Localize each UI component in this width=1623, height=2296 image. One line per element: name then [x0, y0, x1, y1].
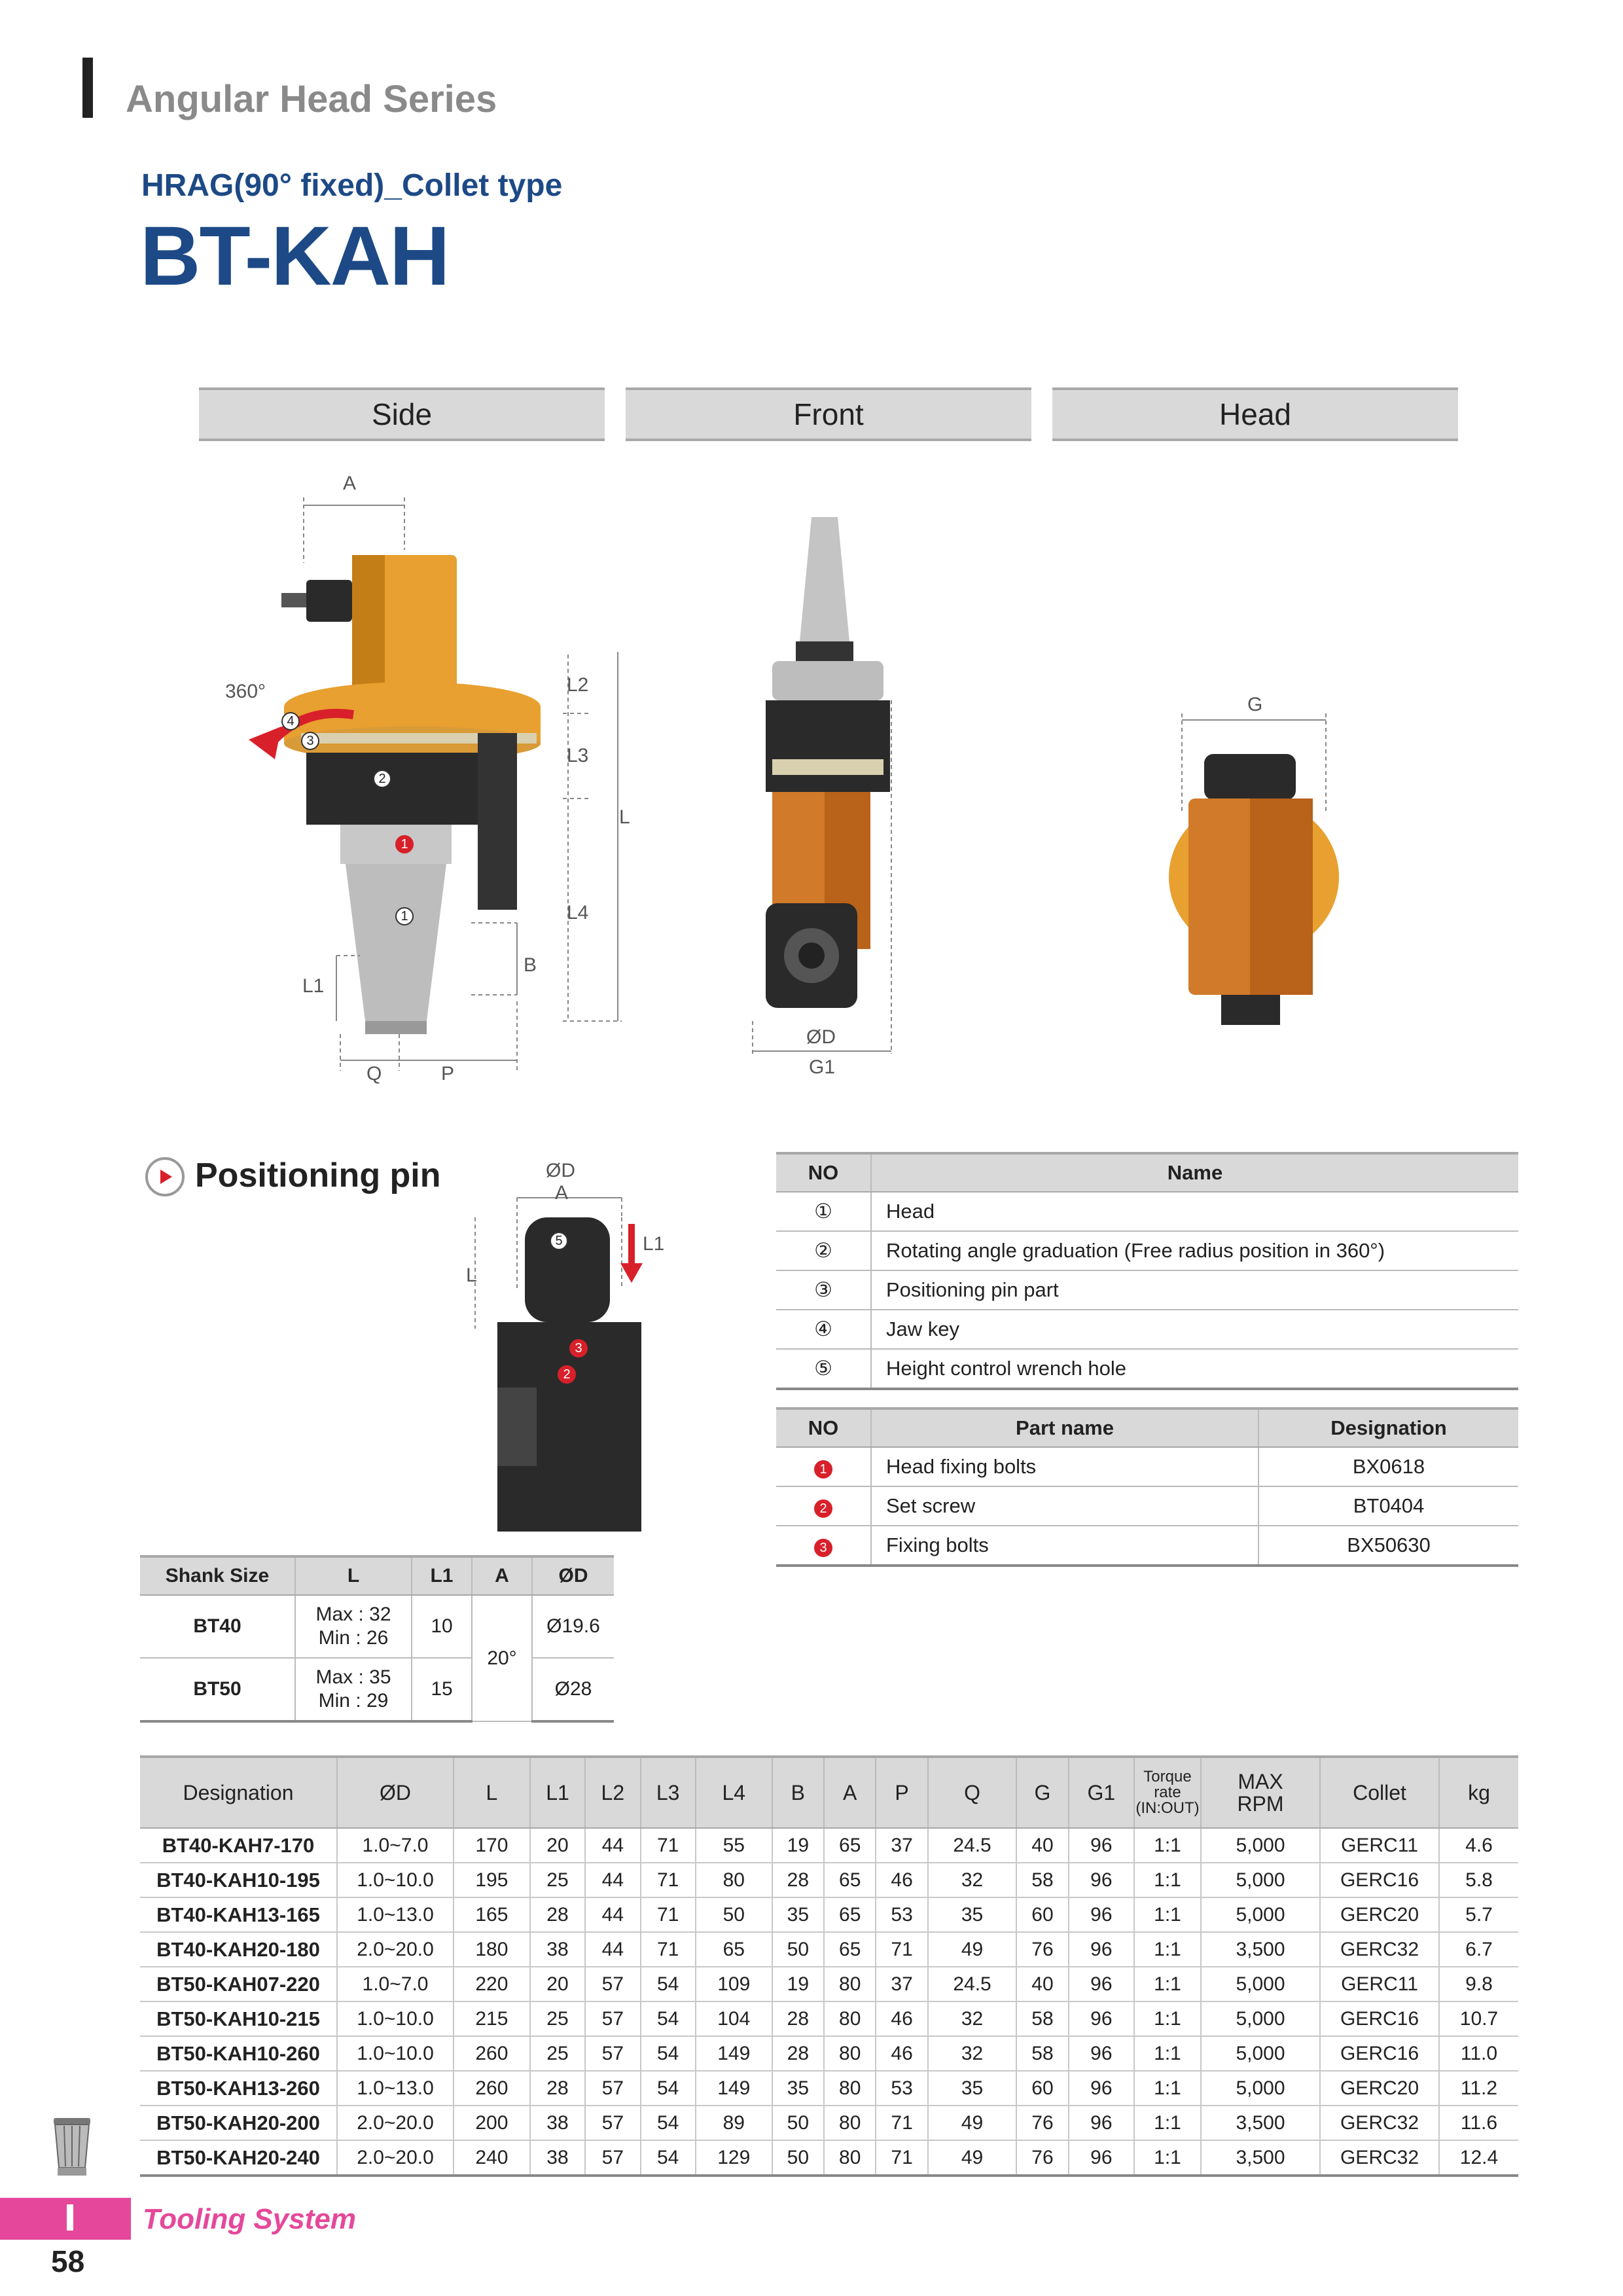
spec-cell: 71 [876, 2140, 927, 2176]
spec-cell: 9.8 [1439, 1967, 1518, 2001]
spec-cell: 1.0~10.0 [337, 1863, 454, 1897]
spec-cell: 2.0~20.0 [337, 2140, 454, 2176]
spec-cell: 20 [530, 1828, 585, 1863]
spec-cell: 19 [772, 1828, 824, 1863]
dim-label-l1: L1 [302, 975, 325, 997]
designation-cell: BT50-KAH13-260 [140, 2071, 337, 2106]
spec-cell: 149 [696, 2036, 772, 2071]
dim-label-g1: G1 [809, 1056, 836, 1078]
spec-cell: 60 [1016, 1897, 1068, 1932]
spec-header-max-rpm: MAX RPM [1201, 1757, 1320, 1828]
spec-cell: 46 [876, 1863, 927, 1897]
table-row: ③ Positioning pin part [776, 1270, 1518, 1310]
spec-cell: 96 [1069, 2071, 1134, 2106]
spec-cell: 49 [928, 1932, 1017, 1967]
spec-cell: 38 [530, 1932, 585, 1967]
spec-cell: 165 [454, 1897, 530, 1932]
series-title: Angular Head Series [126, 78, 497, 120]
spec-cell: 1.0~7.0 [337, 1828, 454, 1863]
spec-cell: 24.5 [928, 1967, 1017, 2001]
spec-cell: 71 [876, 1932, 927, 1967]
spec-header: L1 [530, 1757, 585, 1828]
spec-cell: 1.0~7.0 [337, 1967, 454, 2001]
spec-header: L4 [696, 1757, 772, 1828]
callout-4: 4 [281, 712, 300, 730]
positioning-pin-drawing [458, 1172, 668, 1538]
spec-cell: 57 [585, 2140, 640, 2176]
callout-red-1: 1 [395, 835, 414, 853]
spec-cell: 1:1 [1134, 2140, 1201, 2176]
side-view-drawing [196, 458, 654, 1113]
spec-cell: 54 [641, 1967, 696, 2001]
spec-cell: 65 [824, 1828, 876, 1863]
spec-cell: GERC16 [1320, 2001, 1439, 2036]
spec-cell: 5,000 [1201, 1828, 1320, 1863]
spec-cell: 50 [772, 1932, 824, 1967]
part-table [776, 1407, 1518, 1567]
spec-cell: 57 [585, 2036, 640, 2071]
spec-cell: 46 [876, 2036, 927, 2071]
spec-cell: 76 [1016, 1932, 1068, 1967]
table-row: BT40 Max : 32 Min : 26 10 20° Ø19.6 [140, 1595, 614, 1658]
callout-3: 3 [301, 732, 319, 750]
designation-cell: BT50-KAH07-220 [140, 1967, 337, 2001]
spec-header: ØD [337, 1757, 454, 1828]
callout-1: 1 [395, 907, 414, 925]
spec-cell: 129 [696, 2140, 772, 2176]
spec-cell: 10.7 [1439, 2001, 1518, 2036]
spec-cell: 57 [585, 1967, 640, 2001]
spec-cell: GERC11 [1320, 1828, 1439, 1863]
spec-cell: 96 [1069, 2036, 1134, 2071]
spec-cell: 71 [876, 2106, 927, 2140]
designation-cell: BT40-KAH20-180 [140, 1932, 337, 1967]
table-row [140, 2140, 1518, 2176]
table-row [140, 1897, 1518, 1932]
spec-cell: 1:1 [1134, 1967, 1201, 2001]
designation-cell: BT40-KAH7-170 [140, 1828, 337, 1863]
dim-label-l2: L2 [567, 674, 589, 696]
spec-cell: 1.0~10.0 [337, 2036, 454, 2071]
spec-cell: 1:1 [1134, 2001, 1201, 2036]
table-row [140, 2001, 1518, 2036]
table-row: ④ Jaw key [776, 1310, 1518, 1349]
spec-cell: 260 [454, 2071, 530, 2106]
spec-cell: 96 [1069, 1932, 1134, 1967]
spec-cell: 32 [928, 1863, 1017, 1897]
spec-cell: 3,500 [1201, 2140, 1320, 2176]
dim-label-l4: L4 [567, 902, 589, 924]
spec-cell: 71 [641, 1863, 696, 1897]
spec-cell: 60 [1016, 2071, 1068, 2106]
spec-cell: 54 [641, 2140, 696, 2176]
spec-cell: 170 [454, 1828, 530, 1863]
spec-cell: 4.6 [1439, 1828, 1518, 1863]
spec-cell: 1:1 [1134, 2071, 1201, 2106]
table-row: ① Head [776, 1192, 1518, 1231]
positioning-pin-title: Positioning pin [195, 1157, 441, 1194]
spec-cell: 35 [928, 1897, 1017, 1932]
spec-cell: 5,000 [1201, 2036, 1320, 2071]
pin-dim-l: L [466, 1265, 477, 1286]
pin-callout-5: 5 [550, 1232, 568, 1250]
spec-cell: 40 [1016, 1828, 1068, 1863]
part-callout: 1 [814, 1460, 832, 1479]
spec-cell: 53 [876, 1897, 927, 1932]
angle-cell: 20° [472, 1595, 532, 1721]
spec-cell: 96 [1069, 1863, 1134, 1897]
spec-cell: 180 [454, 1932, 530, 1967]
spec-cell: 1:1 [1134, 2036, 1201, 2071]
spec-cell: 35 [772, 2071, 824, 2106]
table-row [140, 1863, 1518, 1897]
spec-cell: 3,500 [1201, 1932, 1320, 1967]
spec-header: Designation [140, 1757, 337, 1828]
table-row: 3 Fixing bolts BX50630 [776, 1526, 1518, 1566]
spec-cell: GERC32 [1320, 1932, 1439, 1967]
footer-mark [67, 2204, 73, 2231]
view-header-front: Front [626, 387, 1031, 441]
spec-cell: 1.0~10.0 [337, 2001, 454, 2036]
spec-cell: 65 [824, 1932, 876, 1967]
spec-cell: 149 [696, 2071, 772, 2106]
dim-label-360: 360° [225, 681, 266, 702]
spec-cell: 58 [1016, 2036, 1068, 2071]
spec-cell: 80 [824, 2036, 876, 2071]
table-row [140, 1828, 1518, 1863]
spec-cell: 89 [696, 2106, 772, 2140]
spec-cell: 57 [585, 2106, 640, 2140]
spec-cell: 109 [696, 1967, 772, 2001]
spec-cell: 3,500 [1201, 2106, 1320, 2140]
series-bar [82, 58, 93, 118]
table-row: 1 Head fixing bolts BX0618 [776, 1447, 1518, 1486]
spec-cell: 80 [824, 1967, 876, 2001]
spec-cell: 5.8 [1439, 1863, 1518, 1897]
spec-cell: 54 [641, 2106, 696, 2140]
spec-cell: 5,000 [1201, 1897, 1320, 1932]
spec-cell: 96 [1069, 1967, 1134, 2001]
spec-cell: 57 [585, 2001, 640, 2036]
spec-cell: 71 [641, 1897, 696, 1932]
spec-cell: 80 [824, 2140, 876, 2176]
model-title: BT-KAH [140, 209, 449, 303]
table-row: BT50 Max : 35 Min : 29 15 Ø28 [140, 1658, 614, 1721]
spec-cell: GERC20 [1320, 2071, 1439, 2106]
spec-cell: 80 [824, 2001, 876, 2036]
pin-callout-red-3: 3 [569, 1339, 588, 1357]
spec-cell: GERC20 [1320, 1897, 1439, 1932]
spec-cell: 25 [530, 2001, 585, 2036]
pin-dim-l1: L1 [643, 1233, 665, 1255]
table-row: ② Rotating angle graduation (Free radius position in 360°) [776, 1231, 1518, 1270]
spec-cell: 76 [1016, 2106, 1068, 2140]
front-view-drawing [746, 511, 916, 1067]
spec-cell: 11.2 [1439, 2071, 1518, 2106]
spec-cell: 200 [454, 2106, 530, 2140]
table-row [140, 2071, 1518, 2106]
spec-cell: GERC32 [1320, 2140, 1439, 2176]
spec-cell: 1.0~13.0 [337, 1897, 454, 1932]
view-header-side: Side [199, 387, 605, 441]
spec-cell: 46 [876, 2001, 927, 2036]
spec-header-collet: Collet [1320, 1757, 1439, 1828]
spec-cell: 53 [876, 2071, 927, 2106]
spec-cell: 28 [772, 2001, 824, 2036]
spec-cell: 65 [696, 1932, 772, 1967]
spec-header: Q [928, 1757, 1017, 1828]
part-callout: 2 [814, 1499, 832, 1518]
spec-header: L3 [641, 1757, 696, 1828]
spec-cell: 37 [876, 1828, 927, 1863]
spec-cell: 32 [928, 2036, 1017, 2071]
play-icon [145, 1157, 185, 1196]
spec-header: L2 [585, 1757, 640, 1828]
pin-dim-od: ØD [546, 1160, 575, 1181]
table-row [140, 1967, 1518, 2001]
header-od: ØD [532, 1556, 614, 1595]
spec-cell: 38 [530, 2106, 585, 2140]
spec-cell: 96 [1069, 1828, 1134, 1863]
spec-cell: 65 [824, 1863, 876, 1897]
designation-cell: BT50-KAH10-215 [140, 2001, 337, 2036]
spec-cell: 24.5 [928, 1828, 1017, 1863]
spec-cell: 35 [928, 2071, 1017, 2106]
spec-cell: 1.0~13.0 [337, 2071, 454, 2106]
view-header-head: Head [1052, 387, 1458, 441]
footer-section-label: Tooling System [143, 2203, 356, 2235]
spec-cell: GERC16 [1320, 1863, 1439, 1897]
spec-cell: 35 [772, 1897, 824, 1932]
part-callout: 3 [814, 1539, 832, 1557]
spec-header: P [876, 1757, 927, 1828]
product-subtitle: HRAG(90° fixed)_Collet type [141, 168, 563, 203]
spec-cell: 1:1 [1134, 1828, 1201, 1863]
spec-cell: 50 [772, 2140, 824, 2176]
head-view-drawing [1165, 707, 1355, 1034]
spec-cell: 50 [772, 2106, 824, 2140]
pin-dim-a: A [555, 1182, 569, 1204]
spec-header-kg: kg [1439, 1757, 1518, 1828]
spec-cell: 80 [824, 2071, 876, 2106]
page-number: 58 [51, 2244, 85, 2278]
spec-header: G [1016, 1757, 1068, 1828]
dim-label-od: ØD [806, 1026, 836, 1048]
spec-header: A [824, 1757, 876, 1828]
spec-cell: 1:1 [1134, 2106, 1201, 2140]
spec-cell: 5.7 [1439, 1897, 1518, 1932]
spec-cell: 38 [530, 2140, 585, 2176]
spec-cell: 25 [530, 2036, 585, 2071]
spec-cell: 37 [876, 1967, 927, 2001]
spec-cell: 19 [772, 1967, 824, 2001]
callout-2: 2 [373, 770, 391, 788]
spec-cell: 11.6 [1439, 2106, 1518, 2140]
spec-cell: 28 [772, 2036, 824, 2071]
spec-cell: 44 [585, 1897, 640, 1932]
designation-cell: BT50-KAH20-200 [140, 2106, 337, 2140]
spec-cell: 96 [1069, 2106, 1134, 2140]
designation-cell: BT40-KAH13-165 [140, 1897, 337, 1932]
spec-cell: 50 [696, 1897, 772, 1932]
spec-cell: 49 [928, 2140, 1017, 2176]
spec-cell: 6.7 [1439, 1932, 1518, 1967]
component-name-table [776, 1152, 1518, 1390]
spec-cell: 58 [1016, 1863, 1068, 1897]
spec-cell: 32 [928, 2001, 1017, 2036]
spec-cell: 96 [1069, 1897, 1134, 1932]
spec-cell: 28 [530, 1897, 585, 1932]
spec-cell: 44 [585, 1863, 640, 1897]
footer-bar [0, 2198, 131, 2240]
table-row: ⑤ Height control wrench hole [776, 1349, 1518, 1389]
designation-cell: BT50-KAH10-260 [140, 2036, 337, 2071]
shank-size-table [140, 1555, 614, 1723]
header-designation: Designation [1258, 1408, 1518, 1447]
dim-label-a: A [343, 473, 357, 494]
dim-label-l3: L3 [567, 745, 589, 766]
spec-cell: 2.0~20.0 [337, 2106, 454, 2140]
header-no: NO [776, 1153, 871, 1192]
spec-cell: 80 [824, 2106, 876, 2140]
dim-label-l: L [619, 806, 630, 828]
spec-cell: 44 [585, 1828, 640, 1863]
spec-cell: 1:1 [1134, 1863, 1201, 1897]
spec-header-torque: Torque rate (IN:OUT) [1134, 1757, 1201, 1828]
spec-cell: 11.0 [1439, 2036, 1518, 2071]
spec-cell: 25 [530, 1863, 585, 1897]
spec-cell: 215 [454, 2001, 530, 2036]
collet-icon [48, 2115, 96, 2187]
dim-label-g: G [1247, 694, 1263, 715]
header-name: Name [871, 1153, 1518, 1192]
spec-cell: 20 [530, 1967, 585, 2001]
header-a: A [472, 1556, 532, 1595]
spec-cell: 1:1 [1134, 1932, 1201, 1967]
spec-cell: 57 [585, 2071, 640, 2106]
header-l: L [295, 1556, 412, 1595]
dim-label-q: Q [366, 1063, 382, 1085]
spec-header: L [454, 1757, 530, 1828]
spec-header: B [772, 1757, 824, 1828]
designation-cell: BT40-KAH10-195 [140, 1863, 337, 1897]
table-row [140, 2106, 1518, 2140]
spec-header: G1 [1069, 1757, 1134, 1828]
spec-cell: 240 [454, 2140, 530, 2176]
spec-cell: 54 [641, 2071, 696, 2106]
spec-cell: 40 [1016, 1967, 1068, 2001]
spec-cell: 76 [1016, 2140, 1068, 2176]
table-row: 2 Set screw BT0404 [776, 1486, 1518, 1526]
spec-cell: GERC32 [1320, 2106, 1439, 2140]
spec-cell: 12.4 [1439, 2140, 1518, 2176]
header-no: NO [776, 1408, 871, 1447]
spec-cell: 96 [1069, 2001, 1134, 2036]
spec-cell: 71 [641, 1828, 696, 1863]
spec-cell: 80 [696, 1863, 772, 1897]
spec-cell: 195 [454, 1863, 530, 1897]
spec-cell: 54 [641, 2036, 696, 2071]
designation-cell: BT50-KAH20-240 [140, 2140, 337, 2176]
spec-cell: 5,000 [1201, 1863, 1320, 1897]
spec-cell: 5,000 [1201, 2001, 1320, 2036]
spec-cell: 65 [824, 1897, 876, 1932]
spec-cell: 58 [1016, 2001, 1068, 2036]
spec-cell: 260 [454, 2036, 530, 2071]
dim-label-p: P [441, 1063, 455, 1085]
spec-cell: GERC16 [1320, 2036, 1439, 2071]
spec-cell: 71 [641, 1932, 696, 1967]
spec-cell: 220 [454, 1967, 530, 2001]
spec-cell: 5,000 [1201, 1967, 1320, 2001]
table-row [140, 2036, 1518, 2071]
spec-cell: 54 [641, 2001, 696, 2036]
header-l1: L1 [412, 1556, 472, 1595]
spec-cell: 96 [1069, 2140, 1134, 2176]
pin-callout-red-2: 2 [558, 1365, 576, 1384]
header-shank-size: Shank Size [140, 1556, 295, 1595]
spec-cell: 28 [530, 2071, 585, 2106]
spec-cell: 28 [772, 1863, 824, 1897]
spec-cell: 1:1 [1134, 1897, 1201, 1932]
spec-cell: 44 [585, 1932, 640, 1967]
spec-cell: 5,000 [1201, 2071, 1320, 2106]
spec-cell: 49 [928, 2106, 1017, 2140]
table-row [140, 1932, 1518, 1967]
header-part-name: Part name [871, 1408, 1258, 1447]
spec-cell: 2.0~20.0 [337, 1932, 454, 1967]
spec-cell: GERC11 [1320, 1967, 1439, 2001]
dim-label-b: B [524, 954, 537, 976]
specification-table [140, 1755, 1518, 2177]
spec-cell: 55 [696, 1828, 772, 1863]
spec-cell: 104 [696, 2001, 772, 2036]
